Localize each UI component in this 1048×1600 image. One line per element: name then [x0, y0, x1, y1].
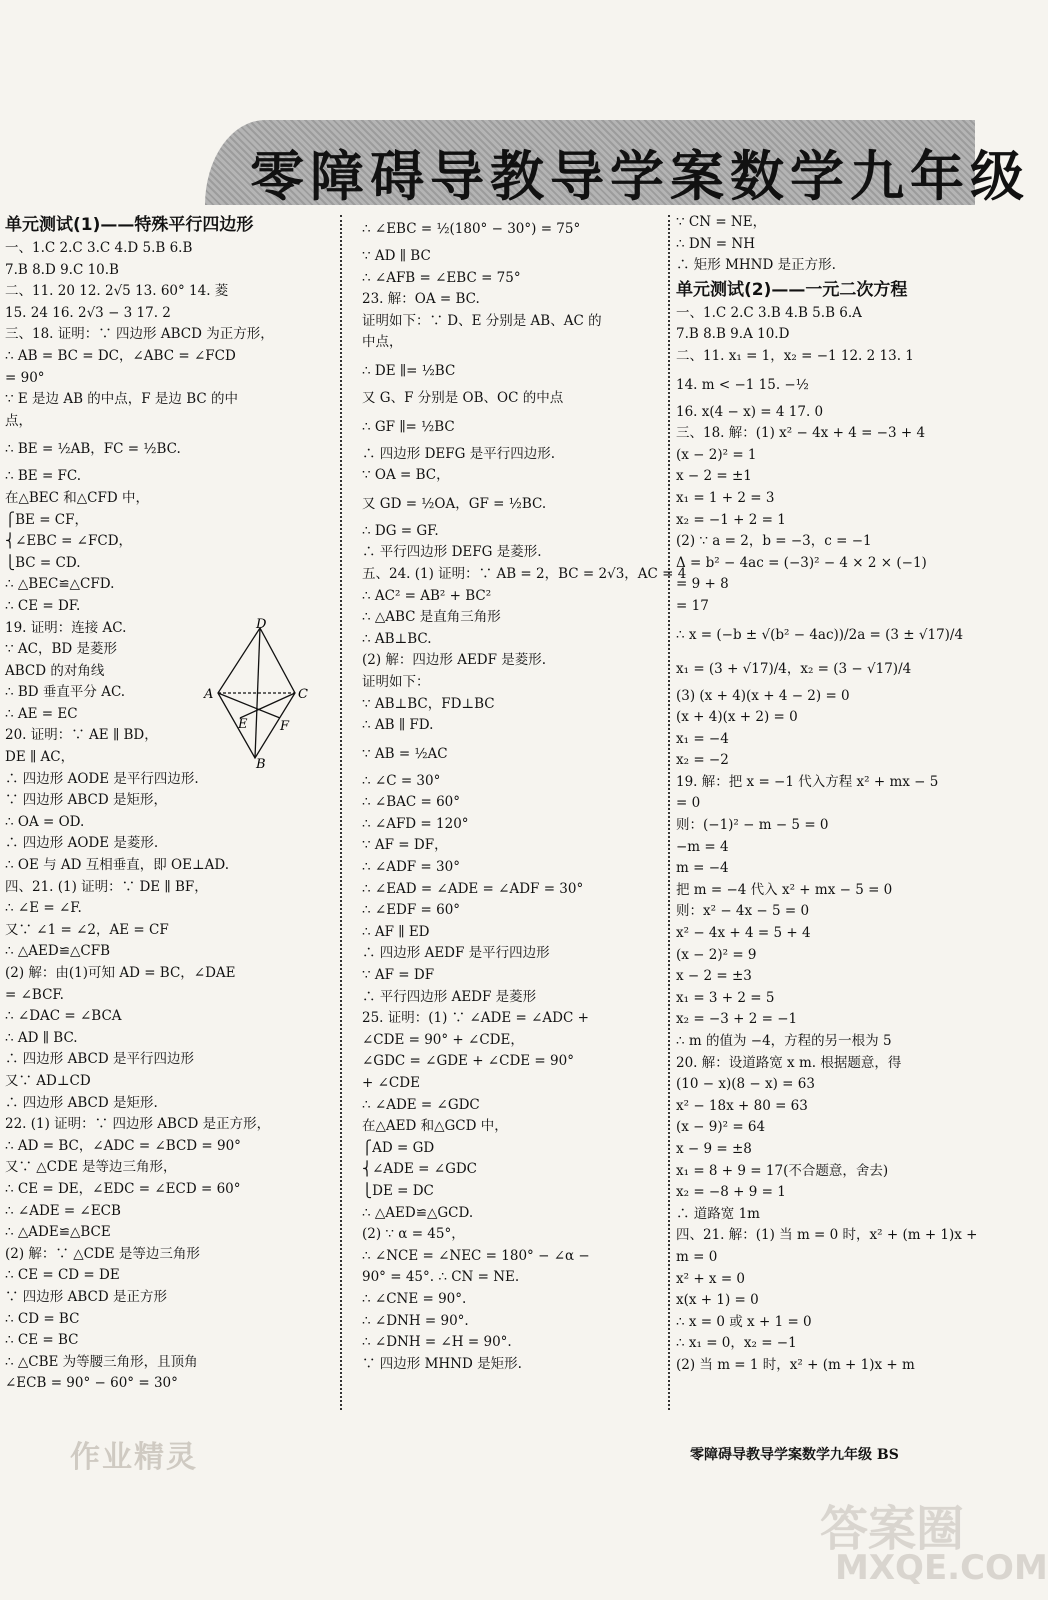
answer-line: ∴ m 的值为 −4，方程的另一根为 5 [676, 1033, 892, 1049]
answer-line: x² + x = 0 [676, 1270, 746, 1287]
answer-line: ∠ECB = 90° − 60° = 30° [5, 1375, 178, 1392]
answer-line: ∴ ∠EAD = ∠ADE = ∠ADF = 30° [362, 880, 584, 897]
answer-line: ⎨∠ADE = ∠GDC [362, 1161, 478, 1178]
answer-line: ∴ ∠DNH = 90°. [362, 1312, 469, 1329]
answer-line: ∴ x₁ = 0，x₂ = −1 [676, 1335, 797, 1352]
answer-line: ∴ 四边形 ABCD 是矩形. [5, 1094, 158, 1111]
answer-line: ⎨∠EBC = ∠FCD， [5, 533, 133, 550]
answer-line: 90° = 45°. ∴ CN = NE. [362, 1269, 520, 1286]
answer-line: x − 2 = ±1 [676, 468, 752, 485]
answer-line: ∴ ∠AFB = ∠EBC = 75° [362, 269, 521, 286]
answer-line: ∴ 四边形 ABCD 是平行四边形 [5, 1051, 194, 1068]
answer-line: ∴ AB⊥BC. [362, 630, 432, 647]
answer-line: x(x + 1) = 0 [676, 1292, 759, 1309]
answer-line: = 90° [5, 369, 45, 386]
answer-line: ⎩DE = DC [362, 1182, 434, 1199]
answer-line: 又 G、F 分别是 OB、OC 的中点 [362, 389, 564, 406]
answer-line: (x + 4)(x + 2) = 0 [676, 709, 798, 726]
answer-line: ∴ BE = ½AB，FC = ½BC. [5, 441, 181, 458]
answer-line: m = −4 [676, 860, 729, 877]
answer-line: ∴ AD ∥ BC. [5, 1029, 78, 1046]
answer-line: ∴ ∠ADF = 30° [362, 859, 460, 876]
answer-line: ∵ AF = DF， [362, 837, 448, 854]
answer-line: 则：x² − 4x − 5 = 0 [676, 903, 810, 920]
answer-line: 23. 解：OA = BC. [362, 291, 480, 308]
answer-line: ∴ x = (−b ± √(b² − 4ac))/2a = (3 ± √17)/4 [676, 626, 964, 643]
answer-line: 证明如下：∵ D、E 分别是 AB、AC 的 [362, 312, 602, 329]
answer-line: 25. 证明：(1) ∵ ∠ADE = ∠ADC + [362, 1010, 589, 1027]
answer-line: ∵ E 是边 AB 的中点，F 是边 BC 的中 [5, 391, 239, 408]
answer-line: (2) 当 m = 1 时，x² + (m + 1)x + m [676, 1356, 915, 1373]
answer-line: ∵ 四边形 ABCD 是矩形， [5, 792, 167, 809]
answer-line: 19. 证明：连接 AC. [5, 619, 127, 636]
answer-line: ∴ 平行四边形 AEDF 是菱形 [362, 988, 537, 1005]
answer-line: ∴ CE = DF. [5, 597, 81, 614]
answer-line: ∴ 四边形 AEDF 是平行四边形 [362, 945, 550, 962]
answer-line: ∴ CE = DE，∠EDC = ∠ECD = 60° [5, 1180, 241, 1197]
answer-line: = ∠BCF. [5, 986, 64, 1003]
answer-line: x₁ = 8 + 9 = 17(不合题意，舍去) [676, 1162, 889, 1179]
answer-line: 20. 证明：∵ AE ∥ BD， [5, 727, 158, 744]
answer-line: (10 − x)(8 − x) = 63 [676, 1076, 815, 1093]
page-footer: 零障碍导教导学案数学九年级 BS [690, 1447, 899, 1463]
diagram-label: D [256, 617, 267, 632]
answer-line: ∴ ∠AFD = 120° [362, 815, 469, 832]
answer-line: ∴ 矩形 MHND 是正方形. [676, 257, 836, 274]
answer-line: ⎩BC = CD. [5, 554, 81, 571]
answer-line: m = 0 [676, 1248, 718, 1265]
diagram-label: A [204, 687, 214, 702]
answer-line: ∴ BD 垂直平分 AC. [5, 684, 126, 701]
answer-line: = 0 [676, 795, 701, 812]
answer-line: x₁ = 1 + 2 = 3 [676, 489, 775, 506]
answer-line: 在△AED 和△GCD 中， [362, 1118, 508, 1135]
column-separator [340, 215, 342, 1410]
answer-line: x₂ = −3 + 2 = −1 [676, 1011, 798, 1028]
answer-line: 三、18. 解：(1) x² − 4x + 4 = −3 + 4 [676, 425, 926, 442]
banner-title: 零障碍导教导学案数学九年级 [250, 145, 1030, 208]
answer-line: ∴ ∠DAC = ∠BCA [5, 1008, 122, 1025]
answer-line: ∴ ∠EDF = 60° [362, 902, 461, 919]
answer-line: ∵ CN = NE， [676, 214, 767, 230]
answer-line: ∴ AB = BC = DC，∠ABC = ∠FCD [5, 347, 236, 364]
rhombus-diagram [200, 617, 320, 772]
answer-line: ∴ 四边形 AODE 是菱形. [5, 835, 159, 852]
answer-line: 7.B 8.B 9.A 10.D [676, 326, 790, 343]
diagram-label: C [298, 687, 308, 702]
answer-line: x₁ = −4 [676, 730, 729, 747]
answer-line: ∵ AB = ½AC [362, 745, 448, 762]
answer-line: ∴ BE = FC. [5, 468, 82, 485]
answer-line: 22. (1) 证明：∵ 四边形 ABCD 是正方形， [5, 1116, 271, 1133]
answer-line: 五、24. (1) 证明：∵ AB = 2，BC = 2√3，AC = 4 [362, 565, 687, 582]
answer-line: ∴ ∠NCE = ∠NEC = 180° − ∠α − [362, 1247, 590, 1264]
answer-line: ∴ AD = BC，∠ADC = ∠BCD = 90° [5, 1137, 241, 1154]
answer-line: ∵ AF = DF [362, 967, 435, 984]
watermark-left: 作业精灵 [70, 1440, 198, 1475]
answer-line: 20. 解：设道路宽 x m. 根据题意，得 [676, 1054, 902, 1071]
answer-line: ∴ OA = OD. [5, 813, 85, 830]
answer-line: 14. m < −1 15. −½ [676, 376, 809, 393]
answer-line: ⎧AD = GD [362, 1139, 435, 1156]
answer-line: 16. x(4 − x) = 4 17. 0 [676, 403, 824, 420]
answer-line: x − 9 = ±8 [676, 1140, 752, 1157]
answer-line: ∴ CE = CD = DE [5, 1267, 120, 1284]
answer-line: 又∵ ∠1 = ∠2，AE = CF [5, 921, 169, 938]
answer-line: (2) ∵ α = 45°， [362, 1226, 465, 1243]
answer-line: (3) (x + 4)(x + 4 − 2) = 0 [676, 687, 850, 704]
answer-line: 19. 解：把 x = −1 代入方程 x² + mx − 5 [676, 773, 939, 790]
answer-line: 在△BEC 和△CFD 中， [5, 489, 149, 506]
answer-line: ∴ ∠BAC = 60° [362, 794, 461, 811]
answer-line: ∴ △BEC≌△CFD. [5, 576, 115, 593]
answer-line: ∴ DG = GF. [362, 522, 439, 539]
answer-line: (2) 解：∵ △CDE 是等边三角形 [5, 1245, 200, 1262]
answer-line: ∴ 四边形 DEFG 是平行四边形. [362, 445, 555, 462]
answer-line: 中点， [362, 334, 403, 351]
answer-line: ∴ △ABC 是直角三角形 [362, 609, 501, 626]
answer-line: 二、11. x₁ = 1，x₂ = −1 12. 2 13. 1 [676, 347, 914, 364]
answer-line: ∵ 四边形 MHND 是矩形. [362, 1355, 522, 1372]
answer-column-1 [5, 212, 325, 1395]
answer-line: −m = 4 [676, 838, 729, 855]
answer-line: ∴ AC² = AB² + BC² [362, 587, 492, 604]
answer-line: ∴ ∠C = 30° [362, 772, 441, 789]
answer-line: ∴ AF ∥ ED [362, 923, 430, 940]
answer-line: 又 GD = ½OA，GF = ½BC. [362, 495, 547, 512]
answer-line: x₁ = (3 + √17)/4，x₂ = (3 − √17)/4 [676, 660, 912, 677]
answer-line: ∠GDC = ∠GDE + ∠CDE = 90° [362, 1053, 574, 1070]
answer-line: ∴ △AED≌△GCD. [362, 1204, 474, 1221]
answer-line: 二、11. 20 12. 2√5 13. 60° 14. 菱 [5, 283, 229, 300]
answer-line: x₁ = 3 + 2 = 5 [676, 989, 775, 1006]
answer-line: 三、18. 证明：∵ 四边形 ABCD 为正方形， [5, 326, 274, 343]
answer-line: x² − 4x + 4 = 5 + 4 [676, 925, 811, 942]
answer-line: ∴ ∠CNE = 90°. [362, 1290, 467, 1307]
answer-line: ∵ AC，BD 是菱形 [5, 641, 117, 658]
answer-line: ∵ OA = BC， [362, 467, 450, 484]
answer-line: ∴ AB ∥ FD. [362, 717, 434, 734]
answer-line: ∴ CE = BC [5, 1332, 79, 1349]
answer-line: ∴ GF ∥= ½BC [362, 418, 455, 435]
answer-line: ∠CDE = 90° + ∠CDE， [362, 1031, 524, 1048]
answer-line: 点， [5, 412, 32, 429]
watermark-logo: 答案圈 [820, 1501, 965, 1557]
answer-line: (x − 9)² = 64 [676, 1119, 766, 1136]
answer-line: = 17 [676, 597, 709, 614]
answer-line: (2) 解：由(1)可知 AD = BC，∠DAE [5, 965, 236, 981]
diagram-label: E [238, 717, 248, 732]
answer-line: DE ∥ AC， [5, 749, 75, 766]
answer-line: ∴ ∠EBC = ½(180° − 30°) = 75° [362, 221, 581, 237]
answer-line: (x − 2)² = 1 [676, 446, 757, 463]
watermark-url: MXQE.COM [835, 1548, 1048, 1588]
answer-line: ∴ △ADE≌△BCE [5, 1224, 111, 1241]
answer-line: 又∵ △CDE 是等边三角形， [5, 1159, 177, 1176]
answer-line: ∴ ∠E = ∠F. [5, 900, 82, 917]
answer-column-2 [362, 212, 687, 1375]
answer-line: x₂ = −8 + 9 = 1 [676, 1184, 786, 1201]
answer-line: + ∠CDE [362, 1075, 420, 1091]
column-separator [668, 215, 670, 1410]
answer-line: 7.B 8.D 9.C 10.B [5, 261, 119, 278]
answer-line: 15. 24 16. 2√3 − 3 17. 2 [5, 304, 171, 321]
answer-line: ∴ ∠DNH = ∠H = 90°. [362, 1334, 512, 1351]
answer-line: ∴ 道路宽 1m [676, 1205, 760, 1222]
answer-line: ∴ CD = BC [5, 1310, 80, 1327]
answer-line: ∴ DE ∥= ½BC [362, 362, 456, 379]
answer-line: 四、21. (1) 证明：∵ DE ∥ BF， [5, 878, 208, 895]
diagram-label: F [280, 719, 290, 734]
answer-line: ∴ DN = NH [676, 235, 755, 252]
answer-line: ∴ AE = EC [5, 705, 78, 722]
answer-line: x − 2 = ±3 [676, 968, 752, 985]
answer-line: Δ = b² − 4ac = (−3)² − 4 × 2 × (−1) [676, 554, 927, 571]
section-heading: 单元测试(1)——特殊平行四边形 [5, 215, 254, 235]
answer-line: 又∵ AD⊥CD [5, 1072, 91, 1089]
answer-line: ∴ OE 与 AD 互相垂直，即 OE⊥AD. [5, 857, 230, 874]
answer-line: ∵ AB⊥BC，FD⊥BC [362, 695, 495, 712]
answer-line: (2) ∵ a = 2，b = −3，c = −1 [676, 533, 872, 550]
answer-line: (2) 解：四边形 AEDF 是菱形. [362, 652, 547, 669]
answer-line: ⎧BE = CF， [5, 511, 88, 528]
answer-line: ∵ AD ∥ BC [362, 248, 431, 264]
answer-line: ∴ ∠ADE = ∠ECB [5, 1202, 121, 1219]
answer-line: ∵ 四边形 ABCD 是正方形 [5, 1288, 167, 1305]
answer-line: ABCD 的对角线 [5, 662, 105, 679]
answer-line: 一、1.C 2.C 3.C 4.D 5.B 6.B [5, 240, 193, 256]
answer-line: = 9 + 8 [676, 576, 729, 593]
answer-line: (x − 2)² = 9 [676, 946, 757, 963]
diagram-label: B [256, 757, 266, 772]
section-heading: 单元测试(2)——一元二次方程 [676, 279, 908, 300]
answer-line: 四、21. 解：(1) 当 m = 0 时，x² + (m + 1)x + [676, 1227, 978, 1244]
answer-line: 把 m = −4 代入 x² + mx − 5 = 0 [676, 881, 893, 898]
answer-line: ∴ 平行四边形 DEFG 是菱形. [362, 544, 542, 561]
answer-line: ∴ △CBE 为等腰三角形，且顶角 [5, 1353, 198, 1370]
answer-line: 证明如下： [362, 673, 430, 690]
answer-line: ∴ ∠ADE = ∠GDC [362, 1096, 480, 1113]
answer-column-3 [676, 212, 991, 1377]
answer-line: x₂ = −1 + 2 = 1 [676, 511, 786, 528]
answer-line: ∴ x = 0 或 x + 1 = 0 [676, 1313, 812, 1330]
answer-line: x₂ = −2 [676, 752, 729, 769]
answer-line: ∴ 四边形 AODE 是平行四边形. [5, 770, 199, 787]
answer-line: x² − 18x + 80 = 63 [676, 1097, 808, 1114]
answer-line: ∴ △AED≌△CFB [5, 943, 111, 960]
answer-line: 一、1.C 2.C 3.B 4.B 5.B 6.A [676, 304, 862, 321]
answer-line: 则：(−1)² − m − 5 = 0 [676, 817, 829, 834]
